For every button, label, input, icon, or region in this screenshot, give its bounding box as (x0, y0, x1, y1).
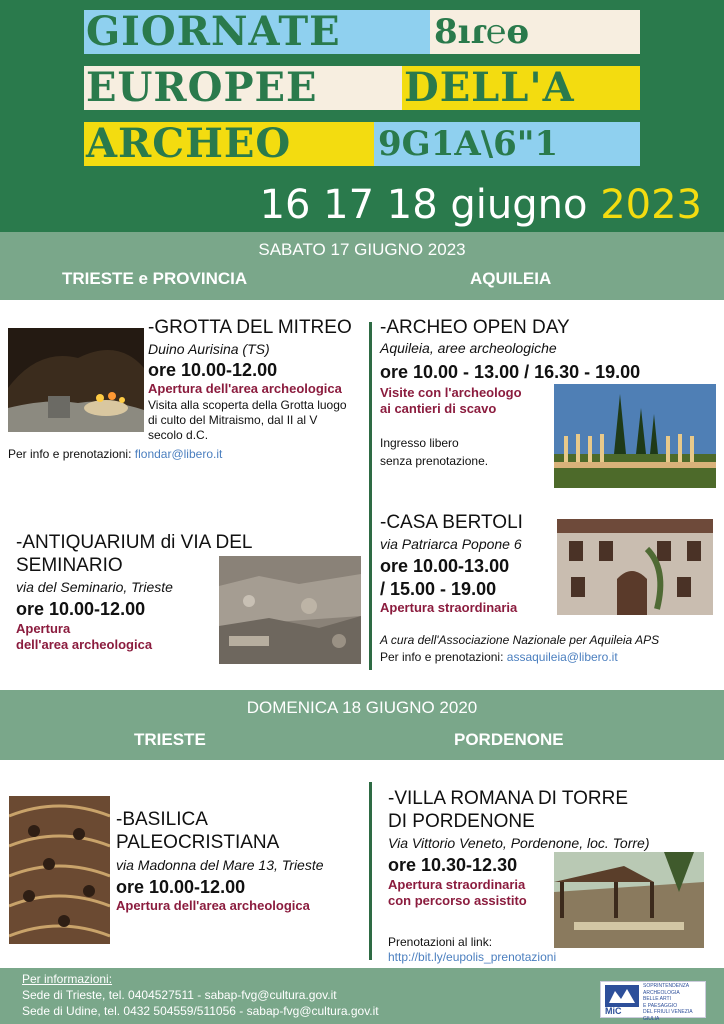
mitreo-info (8, 447, 222, 462)
mitreo-note: Apertura dell'area archeologica (148, 381, 342, 396)
villa-note-1: Apertura straordinaria (388, 877, 526, 892)
logo-line: DEL FRIULI VENEZIA GIULIA (643, 1009, 693, 1022)
antiquarium-place: via del Seminario, Trieste (16, 579, 173, 595)
mitreo-info-label: Per info e prenotazioni: (8, 447, 132, 461)
title-row-1 (84, 10, 640, 54)
villa-note-2: con percorso assistito (388, 893, 527, 908)
bertoli-info (380, 650, 618, 665)
antiquarium-photo (219, 556, 361, 664)
openday-title: -ARCHEO OPEN DAY (380, 317, 570, 338)
basilica-place: via Madonna del Mare 13, Trieste (116, 857, 324, 873)
title-row-2 (84, 66, 640, 110)
mitreo-place: Duino Aurisina (TS) (148, 341, 270, 357)
openday-note-2: ai cantieri di scavo (380, 401, 497, 416)
antiquarium-title-1: -ANTIQUARIUM di VIA DEL (16, 532, 253, 553)
mitreo-desc: Visita alla scoperta della Grotta luogo di culto del Mitraismo, dal II al V secolo d.C. (148, 398, 347, 442)
bertoli-time-2: / 15.00 - 19.00 (380, 579, 497, 599)
sunday-title: DOMENICA 18 GIUGNO 2020 (246, 698, 478, 717)
soprintendenza-logo (600, 981, 706, 1022)
mitreo-time: ore 10.00-12.00 (148, 360, 278, 380)
villa-booking-link[interactable]: http://bit.ly/eupolis_prenotazioni (388, 950, 557, 964)
villa-title-1: -VILLA ROMANA DI TORRE (388, 788, 629, 809)
title-europee: EUROPEE (84, 66, 402, 110)
villa-place: Via Vittorio Veneto, Pordenone, loc. Torre) (388, 835, 650, 851)
mitreo-email-link[interactable]: flondar@libero.it (134, 447, 223, 461)
openday-free-1: Ingresso libero (380, 436, 459, 450)
logo-lines (643, 983, 705, 1023)
mitreo-photo (8, 328, 144, 432)
saturday-left-region: TRIESTE e PROVINCIA (62, 269, 248, 288)
bertoli-title: -CASA BERTOLI (380, 512, 523, 533)
title-dell-a: DELL'A (402, 66, 640, 110)
title-glyphs-3: 9G1A\6"1 (374, 122, 640, 166)
bertoli-email-link[interactable]: assaquileia@libero.it (506, 650, 618, 664)
bertoli-curated: A cura dell'Associazione Nazionale per Aquileia APS (380, 633, 660, 647)
basilica-title-2: PALEOCRISTIANA (116, 832, 280, 853)
footer-heading: Per informazioni: (22, 972, 113, 986)
mic-emblem (605, 985, 639, 1007)
title-glyphs-1: 8ıɾ℮ɵ (430, 10, 640, 54)
openday-time: ore 10.00 - 13.00 / 16.30 - 19.00 (380, 362, 641, 382)
openday-free-2: senza prenotazione. (380, 454, 489, 468)
antiquarium-title-2: SEMINARIO (16, 555, 123, 576)
footer-udine: Sede di Udine, tel. 0432 504559/511056 - sabap-fvg@cultura.gov.it (22, 1004, 379, 1018)
villa-title-2: DI PORDENONE (388, 811, 535, 832)
bertoli-time-1: ore 10.00-13.00 (380, 556, 510, 576)
bertoli-place: via Patriarca Popone 6 (380, 536, 522, 552)
villa-time: ore 10.30-12.30 (388, 855, 518, 875)
basilica-note: Apertura dell'area archeologica (116, 898, 310, 913)
sunday-right-region: PORDENONE (454, 730, 564, 749)
openday-note-1: Visite con l'archeologo (380, 385, 522, 400)
bertoli-info-label: Per info e prenotazioni: (380, 650, 504, 664)
logo-line: BELLE ARTI (643, 996, 671, 1003)
footer-trieste: Sede di Trieste, tel. 0404527511 - sabap-fvg@cultura.gov.it (22, 988, 337, 1002)
villa-photo (554, 852, 704, 948)
basilica-title-1: -BASILICA (116, 809, 208, 830)
logo-line: ARCHEOLOGIA (643, 989, 680, 996)
basilica-photo (9, 796, 110, 944)
mic-text: MiC (605, 1006, 622, 1016)
basilica-time: ore 10.00-12.00 (116, 877, 246, 897)
bertoli-photo (557, 519, 713, 615)
saturday-title: SABATO 17 GIUGNO 2023 (258, 240, 466, 259)
mitreo-title: -GROTTA DEL MITREO (148, 317, 352, 338)
sunday-divider (369, 782, 372, 960)
dates-year: 2023 (600, 182, 702, 228)
saturday-divider (369, 322, 372, 670)
event-dates (260, 180, 702, 230)
openday-photo (554, 384, 716, 488)
openday-place: Aquileia, aree archeologiche (380, 340, 557, 356)
logo-line: E PAESAGGIO (643, 1002, 678, 1009)
villa-info-label: Prenotazioni al link: (388, 935, 493, 949)
antiquarium-note-1: Apertura (16, 621, 71, 636)
title-archeo: ARCHEO (84, 122, 374, 166)
antiquarium-note-2: dell'area archeologica (16, 637, 153, 652)
dates-days: 16 17 18 giugno (259, 182, 588, 228)
antiquarium-time: ore 10.00-12.00 (16, 599, 146, 619)
bertoli-note: Apertura straordinaria (380, 600, 518, 615)
title-row-3 (84, 122, 640, 166)
saturday-right-region: AQUILEIA (470, 269, 552, 288)
sunday-left-region: TRIESTE (134, 730, 206, 749)
logo-line: SOPRINTENDENZA (643, 983, 690, 989)
title-giornate: GIORNATE (84, 10, 430, 54)
